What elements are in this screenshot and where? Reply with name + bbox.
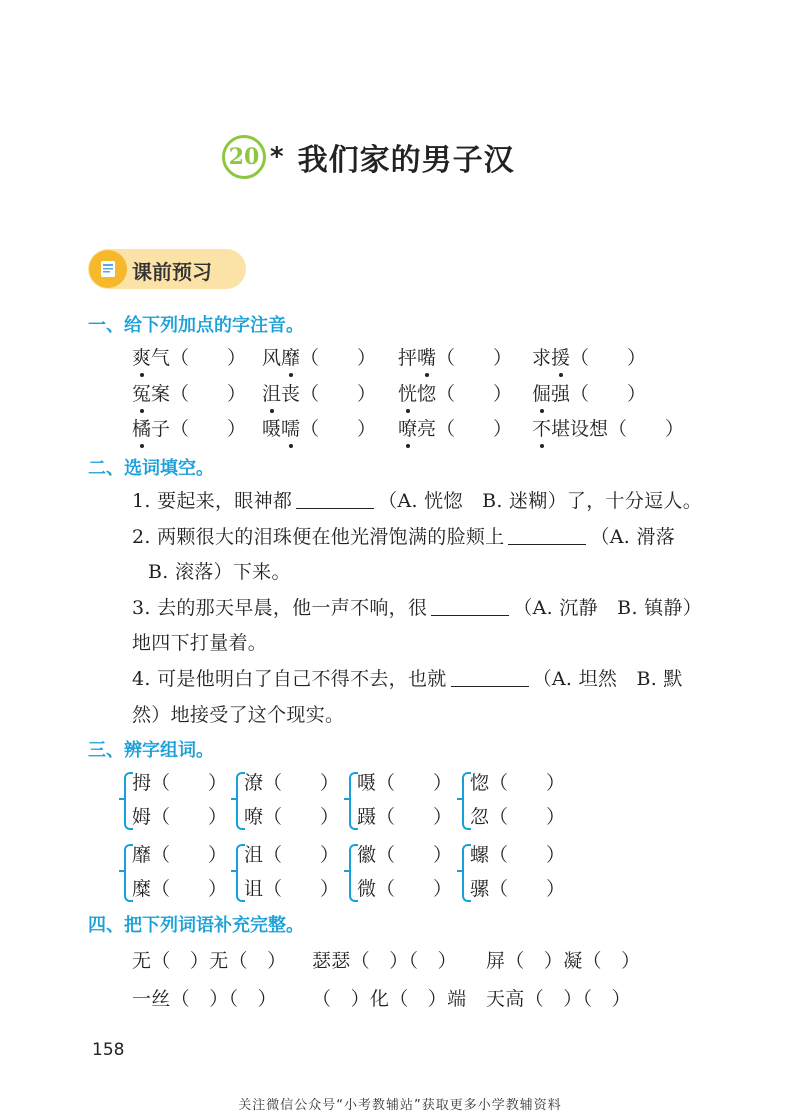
dotted-char: 靡 [281,343,300,370]
pair-word: 徽（ ） [357,844,453,866]
pair-word: 骡（ ） [470,878,566,900]
lesson-title: 我们家的男子汉 [297,143,515,178]
pair-word: 糜（ ） [132,878,228,900]
pair-word: 惚（ ） [470,772,566,794]
pinyin-item: 抨嘴（ ） [398,343,512,370]
question-3-line2: 地四下打量着。 [132,632,268,654]
pinyin-item: 橘子（ ） [132,414,246,441]
dotted-char: 嚅 [281,414,300,441]
idiom-6: 天高（ ）（ ） [486,988,631,1010]
question-2: 2. 两颗很大的泪珠便在他光滑饱满的脸颊上 （A. 滑落 [132,526,676,548]
section1-heading: 一、给下列加点的字注音。 [88,315,304,336]
idiom-3: 屏（ ）凝（ ） [486,950,641,972]
pinyin-item: 冤案（ ） [132,379,246,406]
pair-word: 蹑（ ） [357,806,453,828]
pair-word: 螺（ ） [470,844,566,866]
section3-heading: 三、辨字组词。 [88,740,214,761]
question-2-line2: B. 滚落）下来。 [148,561,291,583]
pair-word: 嗫（ ） [357,772,453,794]
lesson-number-badge: 20 [222,135,266,179]
answer-blank[interactable] [508,544,586,545]
pair-word: 忽（ ） [470,806,566,828]
page-number: 158 [92,1040,125,1060]
dotted-char: 沮 [262,379,281,406]
pair-word: 诅（ ） [244,878,340,900]
answer-blank[interactable] [431,615,509,616]
pair-word: 潦（ ） [244,772,340,794]
pinyin-item: 风靡（ ） [262,343,376,370]
pair-word: 沮（ ） [244,844,340,866]
pinyin-item: 不堪设想（ ） [532,414,684,441]
dotted-char: 嘹 [398,414,417,441]
pinyin-item: 倔强（ ） [532,379,646,406]
pinyin-item: 爽气（ ） [132,343,246,370]
dotted-char: 橘 [132,414,151,441]
footer-note: 关注微信公众号“小考教辅站”获取更多小学教辅资料 [238,1098,562,1113]
pair-word: 姆（ ） [132,806,228,828]
idiom-2: 瑟瑟（ ）（ ） [312,950,457,972]
idiom-5: （ ）化（ ）端 [312,988,467,1010]
dotted-char: 嘴 [417,343,436,370]
pair-word: 靡（ ） [132,844,228,866]
pair-word: 微（ ） [357,878,453,900]
idiom-1: 无（ ）无（ ） [132,950,287,972]
question-4: 4. 可是他明白了自己不得不去，也就 （A. 坦然 B. 默 [132,668,683,690]
dotted-char: 爽 [132,343,151,370]
pinyin-item: 嗫嚅（ ） [262,414,376,441]
dotted-char: 援 [551,343,570,370]
dotted-char: 倔 [532,379,551,406]
pinyin-item: 沮丧（ ） [262,379,376,406]
dotted-char: 冤 [132,379,151,406]
section2-heading: 二、选词填空。 [88,458,214,479]
pinyin-item: 求援（ ） [532,343,646,370]
book-icon [89,250,127,288]
page-title [222,132,515,182]
dotted-char: 恍 [398,379,417,406]
banner-label: 课前预习 [132,260,212,284]
section4-heading: 四、把下列词语补充完整。 [88,915,304,936]
dotted-char: 不 [532,414,551,441]
answer-blank[interactable] [296,508,374,509]
answer-blank[interactable] [451,686,529,687]
lesson-star: * [270,142,284,172]
question-1: 1. 要起来，眼神都 （A. 恍惚 B. 迷糊）了，十分逗人。 [132,490,703,512]
pair-word: 拇（ ） [132,772,228,794]
question-3: 3. 去的那天早晨，他一声不响，很 （A. 沉静 B. 镇静） [132,597,703,619]
pair-word: 嘹（ ） [244,806,340,828]
idiom-4: 一丝（ ）（ ） [132,988,277,1010]
pinyin-item: 恍惚（ ） [398,379,512,406]
question-4-line2: 然）地接受了这个现实。 [132,704,345,726]
pinyin-item: 嘹亮（ ） [398,414,512,441]
